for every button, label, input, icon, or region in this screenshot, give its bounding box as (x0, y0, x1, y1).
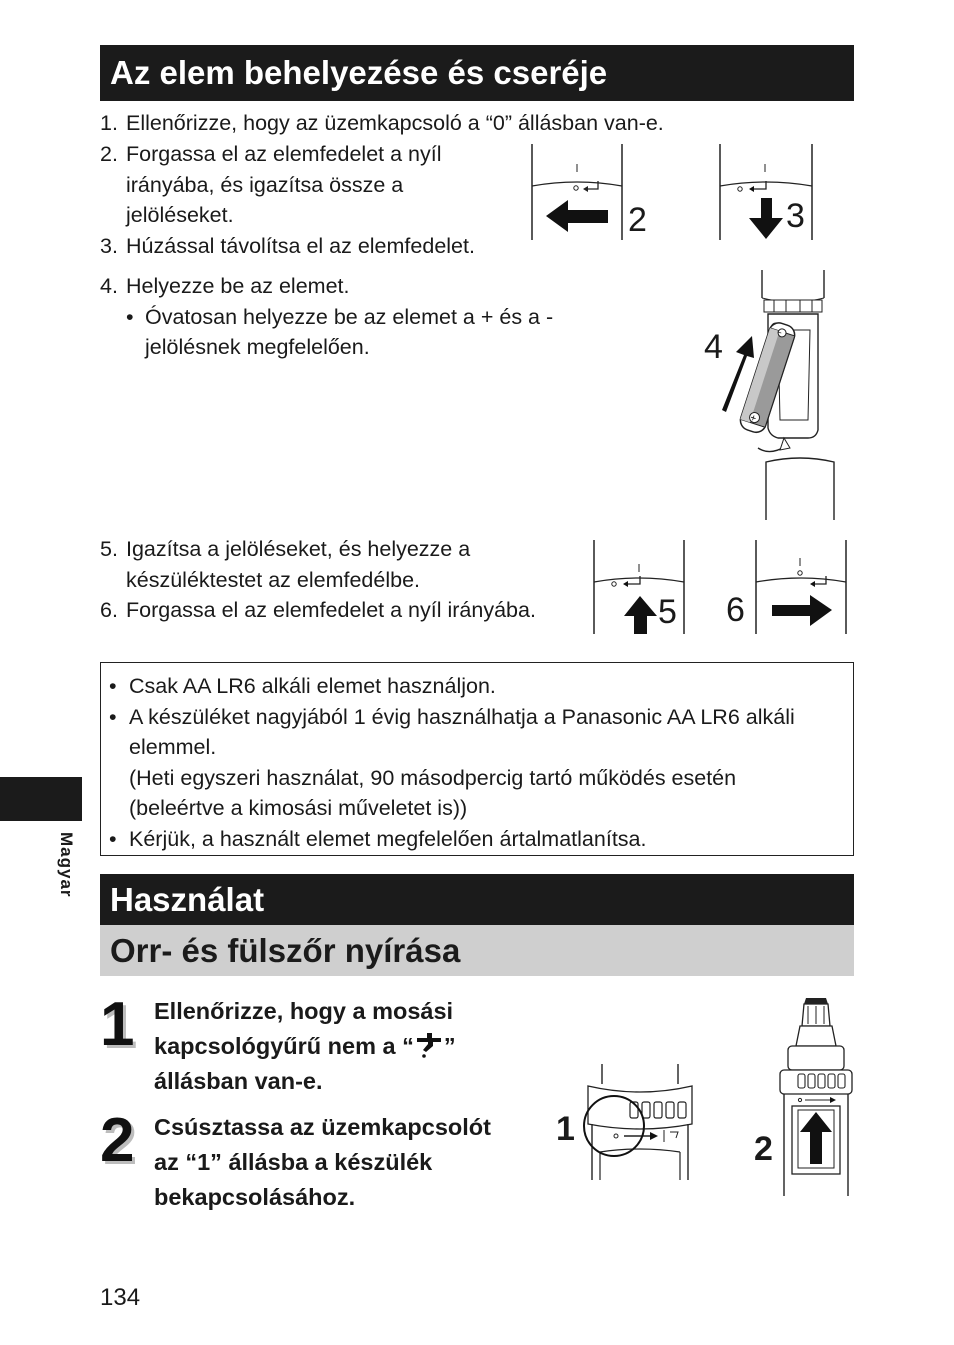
step-text: bekapcsolásához. (154, 1184, 356, 1210)
step-text: ” (443, 1033, 456, 1059)
step-2 (100, 139, 520, 231)
step-text: Igazítsa a jelöléseket, és helyezze a (126, 537, 471, 561)
page-number: 134 (100, 1284, 141, 1311)
step-text: irányába, és igazítsa össze a (126, 172, 404, 197)
note-item (109, 671, 849, 702)
step-1 (100, 108, 740, 139)
step-text: Ellenőrizze, hogy az üzemkapcsoló a “0” állásban van-e. (126, 111, 664, 135)
bullet: • (109, 674, 117, 698)
step-3 (100, 231, 530, 262)
step-6 (100, 595, 580, 626)
bullet: • (126, 304, 134, 329)
figure-label: 5 (658, 593, 677, 631)
figure-wash-ring (552, 1064, 697, 1180)
figure-power-switch (750, 988, 855, 1198)
faucet-icon (414, 1032, 444, 1058)
step-text: állásban van-e. (154, 1068, 323, 1094)
note-text: Kérjük, a használt elemet megfelelően ártalmatlanítsa. (129, 826, 647, 851)
note-text: Csak AA LR6 alkáli elemet használjon. (129, 674, 496, 698)
section-title-usage (100, 874, 854, 925)
big-step-number: 1 (100, 990, 135, 1059)
figure-label: 2 (628, 201, 647, 239)
side-tab (0, 777, 82, 821)
step-number: 2. (100, 142, 118, 166)
figure-rotate-cover (528, 144, 658, 240)
step-number: 5. (100, 537, 118, 561)
figure-rotate-lock (720, 540, 850, 634)
section-title-battery (100, 45, 854, 101)
step-text: Forgassa el az elemfedelet a nyíl (126, 142, 442, 166)
bullet: • (109, 704, 117, 729)
note-text: elemmel. (129, 735, 217, 759)
subsection-title (100, 925, 854, 976)
step-text: Csúsztassa az üzemkapcsolót (154, 1114, 491, 1140)
figure-label: 1 (556, 1110, 575, 1148)
note-text: (beleértve a kimosási műveletet is)) (129, 796, 468, 820)
usage-step-1 (154, 994, 534, 1099)
step-text: készüléktestet az elemfedélbe. (126, 567, 420, 592)
section-title-text: Az elem behelyezése és cseréje (110, 54, 608, 91)
step-number: 4. (100, 274, 118, 298)
step-text: jelöléseket. (126, 203, 234, 227)
figure-label: 3 (786, 197, 805, 235)
big-step-number: 2 (100, 1106, 135, 1175)
step-number: 6. (100, 598, 118, 622)
note-item (109, 702, 849, 733)
svg-text:+: + (748, 412, 758, 425)
step-text: kapcsológyűrű nem a “ (154, 1033, 414, 1059)
note-box (100, 662, 854, 856)
bullet: • (109, 826, 117, 851)
sub-bullet-text: jelölésnek megfelelően. (145, 335, 370, 359)
usage-step-2 (154, 1110, 544, 1215)
subsection-title-text: Orr- és fülszőr nyírása (110, 931, 461, 969)
step-number: 3. (100, 234, 118, 258)
figure-label: 4 (704, 328, 723, 366)
step-text: az “1” állásba a készülék (154, 1149, 433, 1175)
note-text: (Heti egyszeri használat, 90 másodpercig tartó működés esetén (129, 765, 737, 790)
step-text: Helyezze be az elemet. (126, 274, 350, 298)
sub-bullet-text: Óvatosan helyezze be az elemet a + és a - (145, 304, 554, 329)
note-item (109, 824, 849, 855)
note-text: A készüléket nagyjából 1 évig használhatja a Panasonic AA LR6 alkáli (129, 704, 795, 729)
figure-label: 2 (754, 1130, 773, 1168)
figure-insert-battery (700, 270, 845, 520)
step-text: Forgassa el az elemfedelet a nyíl irányába. (126, 598, 536, 622)
step-text: Húzással távolítsa el az elemfedelet. (126, 234, 475, 258)
figure-remove-cover (716, 144, 818, 240)
figure-align-marks (590, 540, 690, 634)
svg-text:−: − (775, 327, 783, 338)
section-title-text: Használat (110, 880, 265, 918)
step-text: Ellenőrizze, hogy a mosási (154, 998, 454, 1024)
side-tab-label: Magyar (57, 832, 76, 898)
step-4 (100, 271, 620, 363)
figure-label: 6 (726, 591, 745, 629)
step-5 (100, 534, 580, 595)
step-number: 1. (100, 111, 118, 135)
